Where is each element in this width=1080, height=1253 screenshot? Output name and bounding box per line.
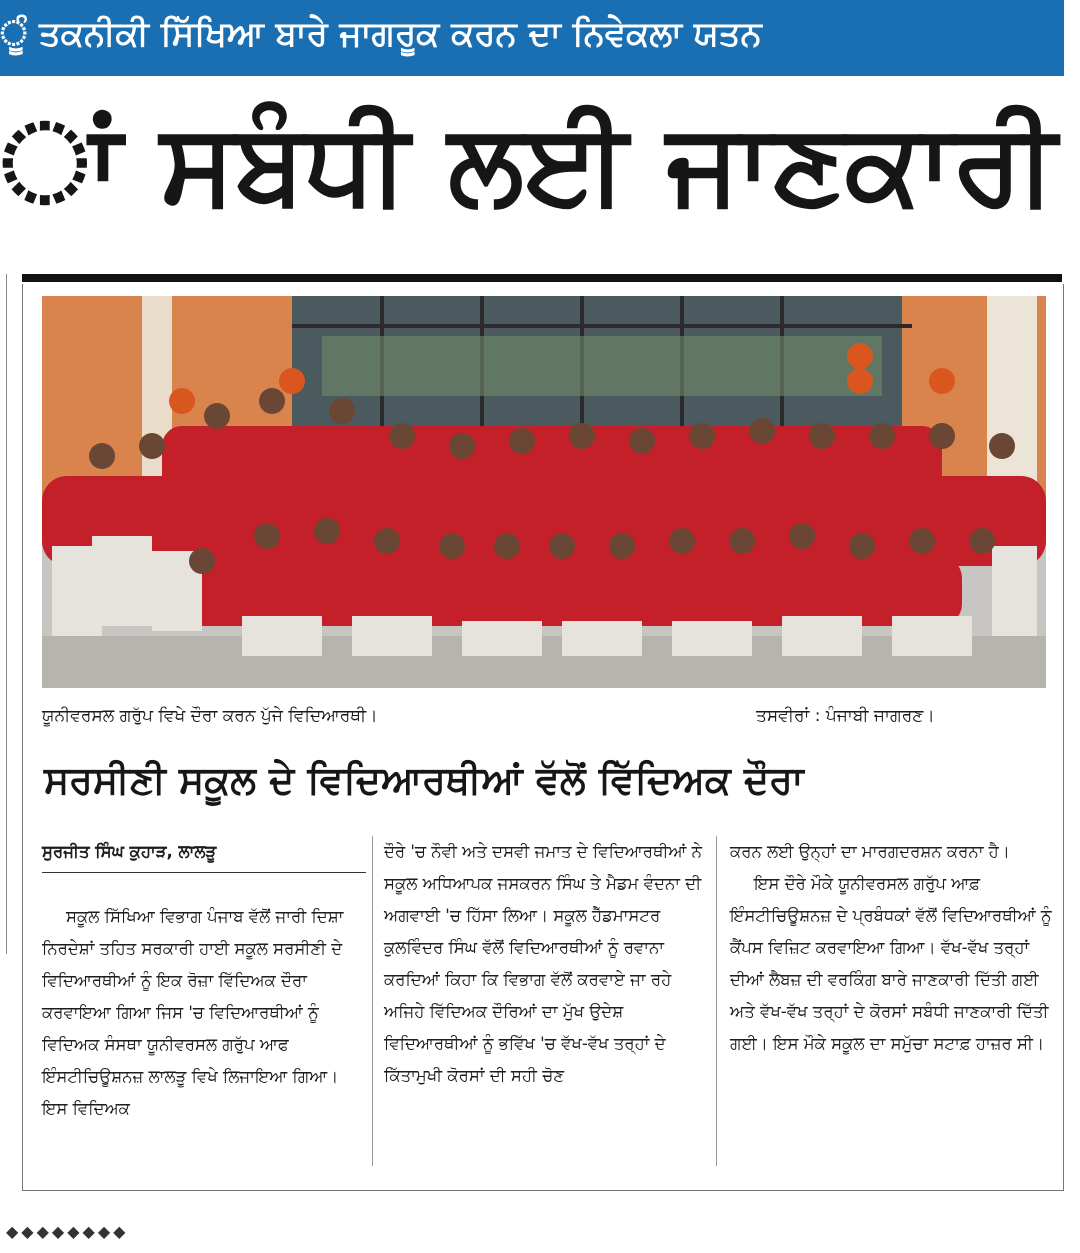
headline-rule — [22, 274, 1062, 282]
adjacent-column-edge — [0, 274, 7, 954]
photo-credit: ਤਸਵੀਰਾਂ : ਪੰਜਾਬੀ ਜਾਗਰਣ। — [756, 706, 935, 726]
article-column-2 — [384, 836, 708, 1092]
footer-dots: ◆◆◆◆◆◆◆◆ — [6, 1222, 129, 1241]
column-1-text: ਸਕੂਲ ਸਿੱਖਿਆ ਵਿਭਾਗ ਪੰਜਾਬ ਵੱਲੋਂ ਜਾਰੀ ਦਿਸ਼ਾ ਨਿਰਦੇਸ਼ਾਂ ਤਹਿਤ ਸਰਕਾਰੀ ਹਾਈ ਸਕੂਲ ਸਰਸੀਣੀ ਦੇ ਵਿਦਿਆਰਥੀਆਂ ਨੂੰ ਇਕ ਰੋਜ਼ਾ ਵਿੱਦਿਅਕ ਦੌਰਾ ਕਰਵਾਇਆ ਗਿਆ ਜਿਸ 'ਚ ਵਿਦਿਆਰਥੀਆਂ ਨੂੰ ਵਿਦਿਅਕ ਸੰਸਥਾ ਯੂਨੀਵਰਸਲ ਗਰੁੱਪ ਆਫ ਇੰਸਟੀਚਿਊਸ਼ਨਜ਼ ਲਾਲੜੂ ਵਿਖੇ ਲਿਜਾਇਆ ਗਿਆ। ਇਸ ਵਿਦਿਅਕ — [42, 907, 344, 1118]
column-divider — [716, 836, 717, 1166]
group-photo — [42, 296, 1046, 688]
banner-text: ੂੰ ਤਕਨੀਕੀ ਸਿੱਖਿਆ ਬਾਰੇ ਜਾਗਰੂਕ ਕਰਨ ਦਾ ਨਿਵੇਕਲਾ ਯਤਨ — [0, 14, 762, 54]
column-divider — [372, 836, 373, 1166]
article-column-1 — [42, 836, 366, 1125]
article-title: ਸਰਸੀਣੀ ਸਕੂਲ ਦੇ ਵਿਦਿਆਰਥੀਆਂ ਵੱਲੋਂ ਵਿੱਦਿਅਕ ਦੌਰਾ — [44, 758, 804, 802]
section-banner — [0, 0, 1064, 76]
photo-caption: ਯੂਨੀਵਰਸਲ ਗਰੁੱਪ ਵਿਖੇ ਦੌਰਾ ਕਰਨ ਪੁੱਜੇ ਵਿਦਿਆਰਥੀ। — [42, 706, 378, 726]
column-3-paragraph-2: ਇਸ ਦੌਰੇ ਮੌਕੇ ਯੂਨੀਵਰਸਲ ਗਰੁੱਪ ਆਫ਼ ਇੰਸਟੀਚਿਊਸ਼ਨਜ਼ ਦੇ ਪ੍ਰਬੰਧਕਾਂ ਵੱਲੋਂ ਵਿਦਿਆਰਥੀਆਂ ਨੂੰ ਕੈਂਪਸ ਵਿਜ਼ਿਟ ਕਰਵਾਇਆ ਗਿਆ। ਵੱਖ-ਵੱਖ ਤਰ੍ਹਾਂ ਦੀਆਂ ਲੈਬਜ਼ ਦੀ ਵਰਕਿੰਗ ਬਾਰੇ ਜਾਣਕਾਰੀ ਦਿੱਤੀ ਗਈ ਅਤੇ ਵੱਖ-ਵੱਖ ਤਰ੍ਹਾਂ ਦੇ ਕੋਰਸਾਂ ਸਬੰਧੀ ਜਾਣਕਾਰੀ ਦਿੱਤੀ ਗਈ। ਇਸ ਮੌਕੇ ਸਕੂਲ ਦਾ ਸਮੁੱਚਾ ਸਟਾਫ਼ ਹਾਜ਼ਰ ਸੀ। — [730, 874, 1052, 1053]
column-2-text: ਦੌਰੇ 'ਚ ਨੌਵੀ ਅਤੇ ਦਸਵੀ ਜਮਾਤ ਦੇ ਵਿਦਿਆਰਥੀਆਂ ਨੇ ਸਕੂਲ ਅਧਿਆਪਕ ਜਸਕਰਨ ਸਿੰਘ ਤੇ ਮੈਡਮ ਵੰਦਨਾ ਦੀ ਅਗਵਾਈ 'ਚ ਹਿੱਸਾ ਲਿਆ। ਸਕੂਲ ਹੈੱਡਮਾਸਟਰ ਕੁਲਵਿੰਦਰ ਸਿੰਘ ਵੱਲੋਂ ਵਿਦਿਆਰਥੀਆਂ ਨੂੰ ਰਵਾਨਾ ਕਰਦਿਆਂ ਕਿਹਾ ਕਿ ਵਿਭਾਗ ਵੱਲੋਂ ਕਰਵਾਏ ਜਾ ਰਹੇ ਅਜਿਹੇ ਵਿੱਦਿਅਕ ਦੌਰਿਆਂ ਦਾ ਮੁੱਖ ਉਦੇਸ਼ ਵਿਦਿਆਰਥੀਆਂ ਨੂੰ ਭਵਿੱਖ 'ਚ ਵੱਖ-ਵੱਖ ਤਰ੍ਹਾਂ ਦੇ ਕਿੱਤਾਮੁਖੀ ਕੋਰਸਾਂ ਦੀ ਸਹੀ ਚੋਣ — [384, 842, 702, 1085]
article-column-3 — [730, 836, 1054, 1060]
byline: ਸੁਰਜੀਤ ਸਿੰਘ ਕੁਹਾੜ, ਲਾਲੜੂ — [42, 836, 366, 873]
column-3-paragraph-1: ਕਰਨ ਲਈ ਉਨ੍ਹਾਂ ਦਾ ਮਾਰਗਦਰਸ਼ਨ ਕਰਨਾ ਹੈ। — [730, 842, 1010, 861]
page-headline: ਾਂ ਸਬੰਧੀ ਲਈ ਜਾਣਕਾਰੀ — [0, 99, 1057, 229]
